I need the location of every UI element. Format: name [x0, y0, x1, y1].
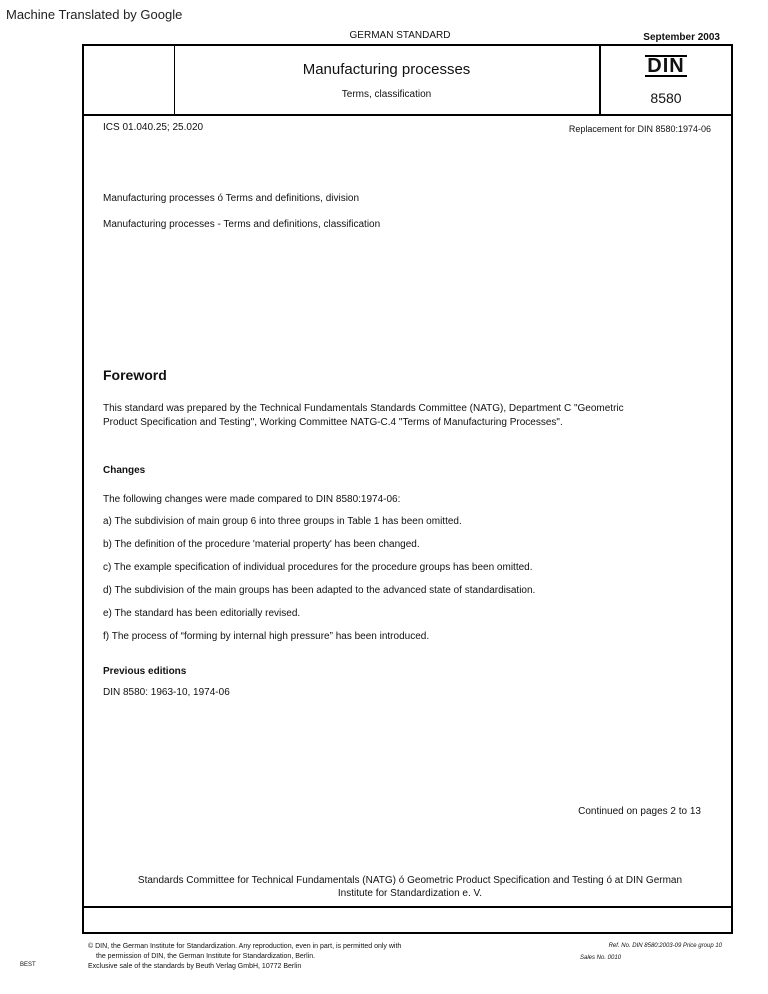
- committee-line: Institute for Standardization e. V.: [337, 888, 483, 899]
- change-item: d) The subdivision of the main groups has been adapted to the advanced state of standardisation.: [103, 585, 536, 596]
- change-item: b) The definition of the procedure 'material property' has been changed.: [103, 539, 420, 550]
- header-din-cell: [601, 46, 731, 114]
- sales-number: Sales No. 0010: [580, 955, 622, 961]
- copyright-notice: [88, 942, 528, 972]
- din-logo-text: DIN: [647, 55, 685, 77]
- header-blank-cell: [84, 46, 175, 114]
- foreword-line: Product Specification and Testing", Working Committee NATG-C.4 "Terms of Manufacturing Processes".: [103, 417, 563, 428]
- foreword-line: This standard was prepared by the Technical Fundamentals Standards Committee (NATG), Department C "Geometric: [103, 403, 624, 414]
- previous-editions-heading: Previous editions: [103, 666, 187, 677]
- change-item: a) The subdivision of main group 6 into three groups in Table 1 has been omitted.: [103, 516, 462, 527]
- change-item: e) The standard has been editorially revised.: [103, 608, 301, 619]
- standard-type: GERMAN STANDARD: [349, 30, 451, 41]
- changes-intro: The following changes were made compared to DIN 8580:1974-06:: [103, 494, 401, 505]
- document-title: Manufacturing processes: [302, 61, 471, 78]
- committee-line: Standards Committee for Technical Fundamentals (NATG) ó Geometric Product Specification and Testing ó at DIN German: [137, 875, 683, 886]
- change-item: f) The process of “forming by internal high pressure” has been introduced.: [103, 631, 430, 642]
- committee-note: [100, 874, 720, 900]
- changes-heading: Changes: [103, 465, 146, 476]
- copyright-line: the permission of DIN, the German Institute for Standardization, Berlin.: [96, 953, 316, 960]
- header-title-cell: [174, 46, 601, 114]
- reference-number: Ref. No. DIN 8580:2003-09 Price group 10: [608, 943, 722, 949]
- document-number: 8580: [650, 90, 682, 106]
- title-german: Manufacturing processes ó Terms and definitions, division: [103, 193, 360, 204]
- document-subtitle: Terms, classification: [341, 89, 432, 100]
- header-row: [84, 46, 731, 116]
- change-item: c) The example specification of individual procedures for the procedure groups has been omitted.: [103, 562, 533, 573]
- best-mark: BEST: [20, 962, 36, 968]
- copyright-line: © DIN, the German Institute for Standardization. Any reproduction, even in part, is permitted only with: [88, 943, 402, 950]
- publication-date: September 2003: [643, 32, 720, 43]
- document-frame: [82, 44, 733, 934]
- foreword-heading: Foreword: [103, 367, 167, 383]
- title-english: Manufacturing processes - Terms and definitions, classification: [103, 219, 381, 230]
- replacement-note: Replacement for DIN 8580:1974-06: [568, 124, 711, 134]
- din-logo: [601, 55, 731, 78]
- previous-editions-text: DIN 8580: 1963-10, 1974-06: [103, 687, 230, 698]
- continued-note: Continued on pages 2 to 13: [578, 806, 701, 817]
- copyright-line: Exclusive sale of the standards by Beuth Verlag GmbH, 10772 Berlin: [88, 963, 302, 970]
- frame-footer-row: [84, 906, 731, 932]
- translation-banner: Machine Translated by Google: [6, 7, 183, 22]
- foreword-text: [103, 402, 713, 430]
- ics-code: ICS 01.040.25; 25.020: [103, 122, 204, 133]
